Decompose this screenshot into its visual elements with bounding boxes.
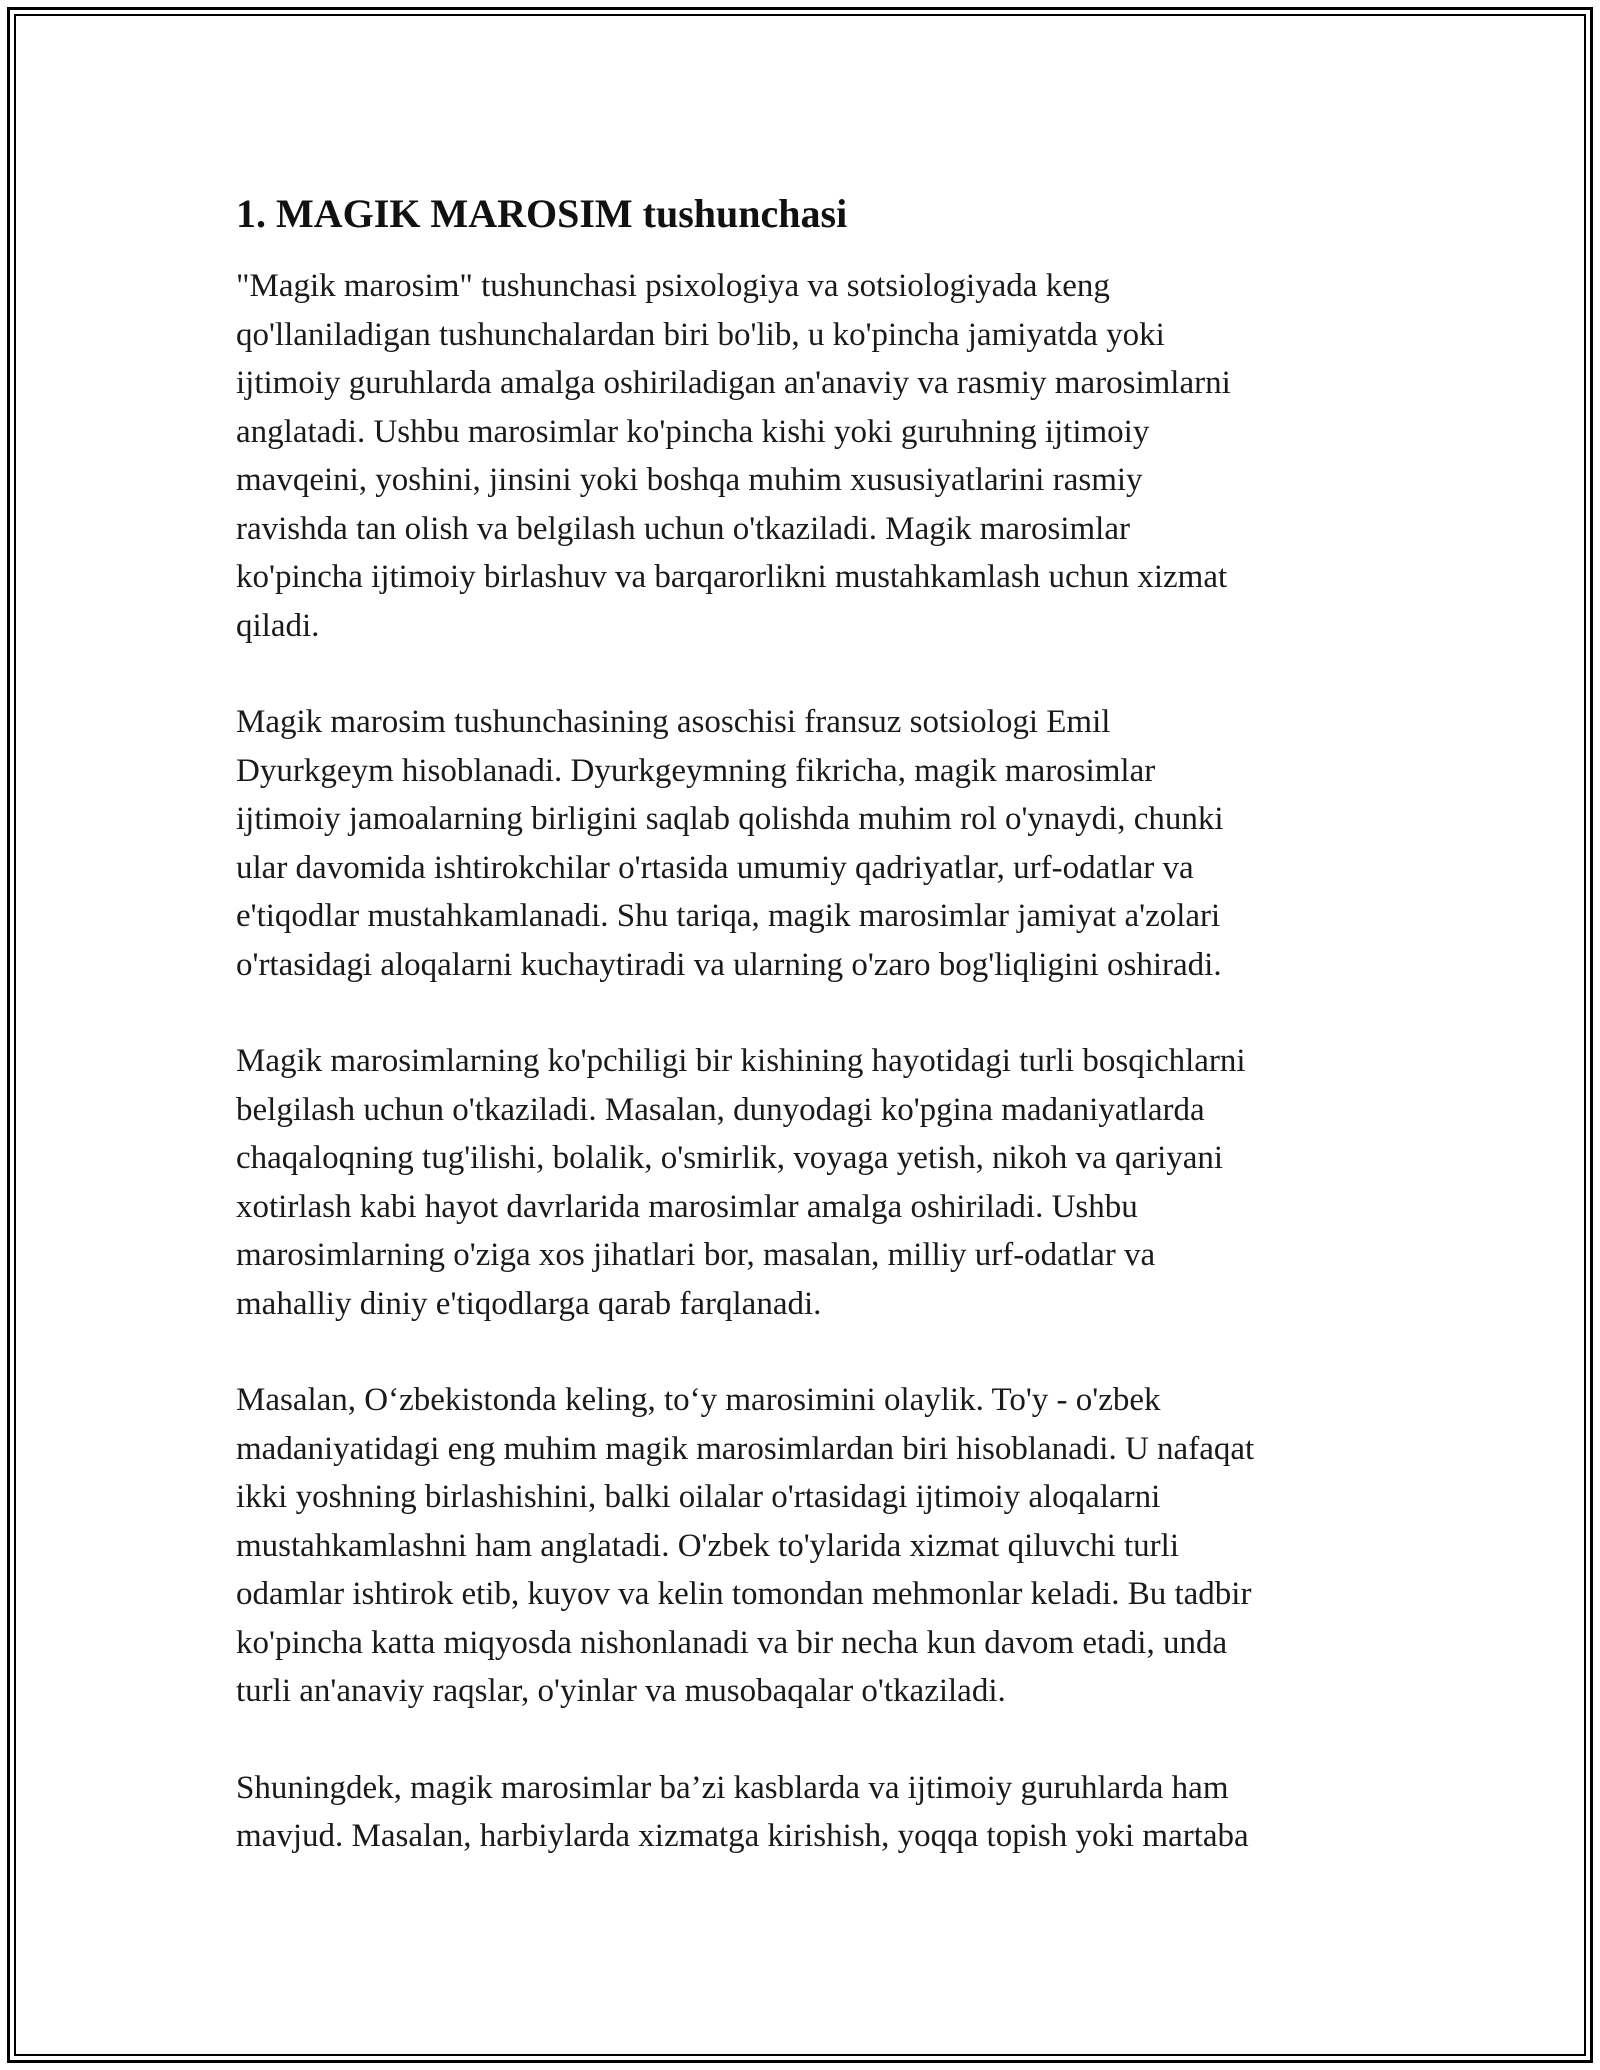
paragraph-line: ijtimoiy guruhlarda amalga oshiriladigan an'anaviy va rasmiy marosimlarni [236, 365, 1231, 401]
paragraph-line: ikki yoshning birlashishini, balki oilalar o'rtasidagi ijtimoiy aloqalarni [236, 1479, 1161, 1515]
paragraph-line: mustahkamlashni ham anglatadi. O'zbek to'ylarida xizmat qiluvchi turli [236, 1527, 1179, 1564]
paragraph-line: Shuningdek, magik marosimlar ba’zi kasblarda va ijtimoiy guruhlarda ham [236, 1769, 1229, 1806]
paragraph-line: o'rtasidagi aloqalarni kuchaytiradi va ularning o'zaro bog'liqligini oshiradi. [236, 946, 1222, 983]
paragraphs-container [236, 262, 1406, 1861]
paragraph-line: ijtimoiy jamoalarning birligini saqlab qolishda muhim rol o'ynaydi, chunki [236, 801, 1224, 837]
paragraph-3 [236, 1037, 1406, 1328]
paragraph-line: ular davomida ishtirokchilar o'rtasida umumiy qadriyatlar, urf-odatlar va [236, 849, 1194, 886]
paragraph-line: Magik marosimlarning ko'pchiligi bir kishining hayotidagi turli bosqichlarni [236, 1043, 1246, 1079]
paragraph-line: mavqeini, yoshini, jinsini yoki boshqa muhim xususiyatlarini rasmiy [236, 462, 1143, 498]
paragraph-line: chaqaloqning tug'ilishi, bolalik, o'smirlik, voyaga yetish, nikoh va qariyani [236, 1140, 1224, 1176]
paragraph-line: qiladi. [236, 607, 320, 644]
paragraph-line: ko'pincha katta miqyosda nishonlanadi va bir necha kun davom etadi, unda [236, 1624, 1228, 1661]
document-body [236, 186, 1406, 1909]
paragraph-line: anglatadi. Ushbu marosimlar ko'pincha kishi yoki guruhning ijtimoiy [236, 413, 1150, 450]
paragraph-line: odamlar ishtirok etib, kuyov va kelin tomondan mehmonlar keladi. Bu tadbir [236, 1576, 1252, 1612]
paragraph-line: marosimlarning o'ziga xos jihatlari bor, masalan, milliy urf-odatlar va [236, 1237, 1156, 1273]
paragraph-line: e'tiqodlar mustahkamlanadi. Shu tariqa, magik marosimlar jamiyat a'zolari [236, 898, 1221, 934]
paragraph-line: mavjud. Masalan, harbiylarda xizmatga kirishish, yoqqa topish yoki martaba [236, 1818, 1249, 1854]
section-heading: 1. MAGIK MAROSIM tushunchasi [236, 191, 848, 236]
paragraph-line: ko'pincha ijtimoiy birlashuv va barqarorlikni mustahkamlash uchun xizmat [236, 559, 1228, 595]
paragraph-2 [236, 698, 1406, 989]
paragraph-line: Dyurkgeym hisoblanadi. Dyurkgeymning fikricha, magik marosimlar [236, 752, 1156, 789]
paragraph-line: ravishda tan olish va belgilash uchun o'tkaziladi. Magik marosimlar [236, 510, 1130, 547]
paragraph-5 [236, 1764, 1406, 1861]
paragraph-line: "Magik marosim" tushunchasi psixologiya va sotsiologiyada keng [236, 268, 1110, 304]
paragraph-line: xotirlash kabi hayot davrlarida marosimlar amalga oshiriladi. Ushbu [236, 1188, 1138, 1225]
paragraph-line: madaniyatidagi eng muhim magik marosimlardan biri hisoblanadi. U nafaqat [236, 1430, 1255, 1467]
paragraph-line: qo'llaniladigan tushunchalardan biri bo'lib, u ko'pincha jamiyatda yoki [236, 316, 1165, 353]
paragraph-line: Masalan, O‘zbekistonda keling, to‘y marosimini olaylik. To'y - o'zbek [236, 1382, 1161, 1418]
paragraph-line: belgilash uchun o'tkaziladi. Masalan, dunyodagi ko'pgina madaniyatlarda [236, 1091, 1205, 1128]
paragraph-line: turli an'anaviy raqslar, o'yinlar va musobaqalar o'tkaziladi. [236, 1673, 1006, 1709]
paragraph-1 [236, 262, 1406, 650]
paragraph-line: mahalliy diniy e'tiqodlarga qarab farqlanadi. [236, 1285, 822, 1322]
paragraph-4 [236, 1376, 1406, 1716]
paragraph-line: Magik marosim tushunchasining asoschisi fransuz sotsiologi Emil [236, 704, 1111, 740]
